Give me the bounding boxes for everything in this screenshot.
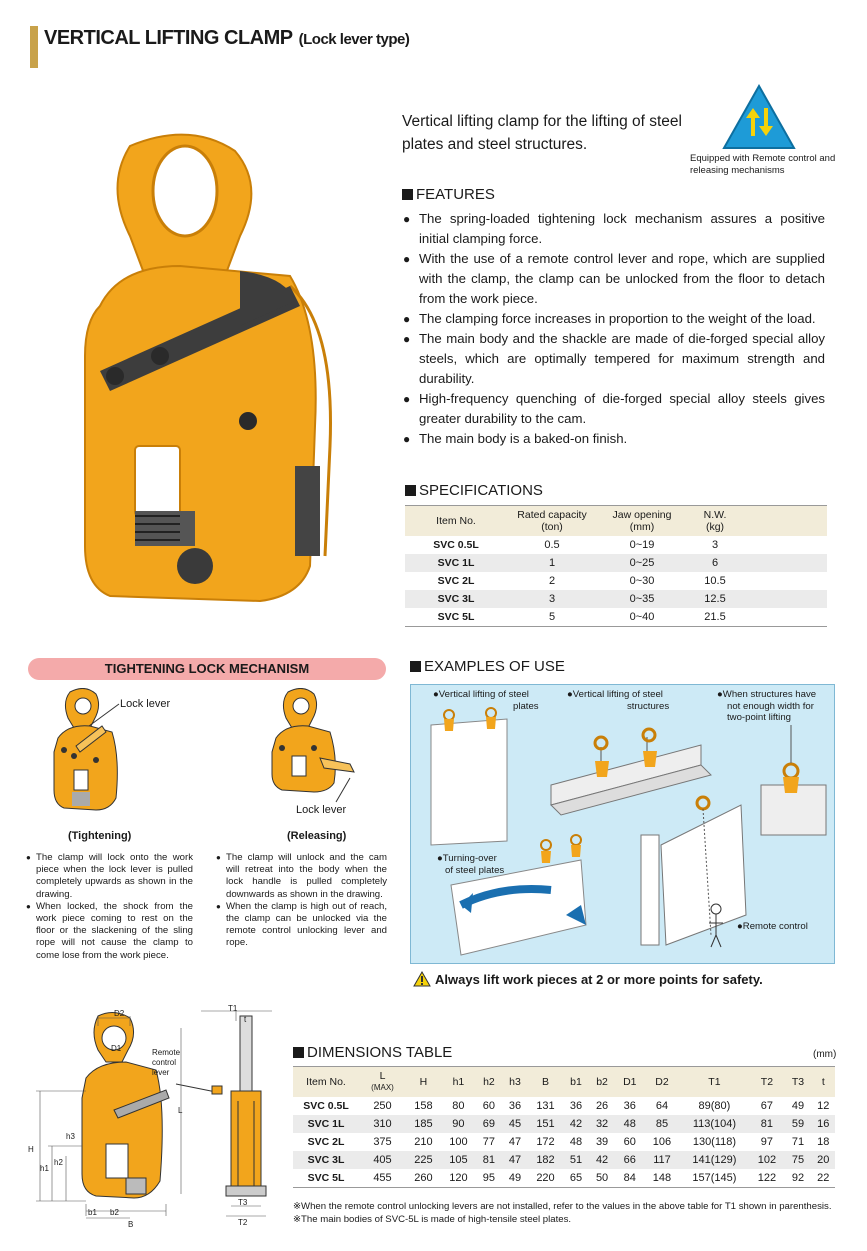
- l-header: L: [379, 1070, 386, 1082]
- cell: 39: [595, 1136, 609, 1148]
- cell: 12: [817, 1100, 830, 1112]
- cell: 64: [655, 1100, 669, 1112]
- col-header: T2: [749, 1067, 784, 1098]
- tightening-caption: (Tightening): [68, 830, 132, 842]
- nw-unit: (kg): [705, 521, 725, 533]
- cell: 102: [749, 1151, 784, 1169]
- table-row: [405, 608, 827, 627]
- label-line: of steel plates: [445, 864, 505, 876]
- cell: 310: [359, 1115, 406, 1133]
- cell: SVC 2L: [307, 1136, 345, 1148]
- cell: 3: [507, 590, 597, 608]
- l-note: (MAX): [371, 1083, 394, 1092]
- cell: [743, 536, 827, 554]
- table-row: [293, 1115, 835, 1133]
- cell: 100: [449, 1136, 468, 1148]
- example-narrow-structures-label: [717, 689, 835, 724]
- cell: 48: [615, 1115, 644, 1133]
- cell: 117: [644, 1151, 679, 1169]
- cell: SVC 2L: [437, 575, 475, 587]
- cell: 89(80): [698, 1100, 731, 1112]
- dimensions-table-body: [293, 1097, 835, 1188]
- col-jaw: [597, 506, 687, 537]
- dim-label-t: t: [244, 1015, 247, 1024]
- cell: 5: [507, 608, 597, 627]
- col-header: D2: [644, 1067, 679, 1098]
- specifications-heading: [405, 482, 543, 499]
- col-header: H: [406, 1067, 441, 1098]
- cell: 49: [791, 1100, 805, 1112]
- label-line: structures: [627, 700, 670, 712]
- feature-item: ● The clamping force increases in proportion to the weight of the load.: [403, 309, 825, 329]
- cell: SVC 0.5L: [303, 1100, 349, 1112]
- cell: 69: [476, 1115, 502, 1133]
- cell: 67: [760, 1100, 774, 1112]
- cell: 130(118): [692, 1136, 737, 1148]
- cell: 42: [563, 1115, 589, 1133]
- col-header: B: [528, 1067, 563, 1098]
- cell: 66: [615, 1151, 644, 1169]
- nw-header: N.W.: [703, 509, 727, 521]
- title-text: VERTICAL LIFTING CLAMP: [44, 27, 293, 49]
- feature-item: ● The spring-loaded tightening lock mechanism assures a positive initial clamping force.: [403, 209, 825, 249]
- note-line: ※When the remote control unlocking levers are not installed, refer to the values in the above table for T1 shown in parenthesis.: [293, 1201, 832, 1212]
- cell: 21.5: [687, 608, 743, 627]
- col-header: T1: [679, 1067, 749, 1098]
- cell: 36: [623, 1100, 636, 1112]
- feature-item: ● The main body is a baked-on finish.: [403, 429, 825, 449]
- cell: 185: [406, 1115, 441, 1133]
- examples-heading-text: EXAMPLES OF USE: [424, 658, 565, 675]
- feature-item: ● High-frequency quenching of die-forged special alloy steels gives greater durability to the cam.: [403, 389, 825, 429]
- cell: SVC 1L: [293, 1115, 359, 1133]
- table-row: [405, 554, 827, 572]
- dim-label-l: L: [178, 1106, 183, 1115]
- features-list: [403, 209, 825, 449]
- cell: 80: [452, 1100, 465, 1112]
- col-header: t: [812, 1067, 835, 1098]
- cell: 220: [528, 1169, 563, 1188]
- lock-lever-pointer: [330, 776, 360, 806]
- table-header-row: [405, 506, 827, 537]
- cell: 45: [502, 1115, 528, 1133]
- cell: 0~35: [597, 590, 687, 608]
- cell: 250: [373, 1100, 392, 1112]
- jaw-header: Jaw opening: [612, 509, 672, 521]
- table-header-row: [293, 1067, 835, 1098]
- cell: 0.5: [544, 539, 560, 551]
- feature-item: ● With the use of a remote control lever and rope, which are supplied with the clamp, the clamp can be unlocked from the floor to detach from the work piece.: [403, 249, 825, 309]
- cell: 71: [791, 1136, 805, 1148]
- dim-label-h2: h2: [54, 1158, 63, 1167]
- dim-label-t1: T1: [228, 1004, 238, 1013]
- heading-square-icon: [293, 1047, 304, 1058]
- cell: 405: [359, 1151, 406, 1169]
- table-row: [405, 590, 827, 608]
- cell: 36: [569, 1100, 583, 1112]
- lock-lever-pointer: [85, 700, 125, 730]
- clamp-product-image: [60, 126, 370, 616]
- dim-label-h: H: [28, 1145, 34, 1154]
- table-row: [293, 1133, 835, 1151]
- releasing-notes: [216, 852, 387, 950]
- col-header: h3: [502, 1067, 528, 1098]
- cell: 182: [528, 1151, 563, 1169]
- cell: 122: [749, 1169, 784, 1188]
- specifications-heading-text: SPECIFICATIONS: [419, 482, 543, 499]
- cell: 81: [749, 1115, 784, 1133]
- features-heading: [402, 186, 495, 203]
- cell: 158: [414, 1100, 433, 1112]
- cell: 113(104): [679, 1115, 749, 1133]
- cell: 157(145): [679, 1169, 749, 1188]
- label-line: ●Vertical lifting of steel: [567, 689, 663, 700]
- dim-label-b2: b2: [110, 1208, 119, 1217]
- cell: 92: [784, 1169, 811, 1188]
- cell: 3: [711, 539, 719, 551]
- cell: 60: [482, 1100, 496, 1112]
- cell: 2: [548, 575, 556, 587]
- dim-label-b1: b1: [88, 1208, 97, 1217]
- cell: 120: [441, 1169, 476, 1188]
- example-turnover-label: [437, 853, 547, 876]
- col-header: Item No.: [293, 1067, 359, 1098]
- dimension-drawing: [26, 1006, 280, 1228]
- cell: 75: [784, 1151, 811, 1169]
- label-line: control: [152, 1058, 177, 1067]
- cell: 12.5: [687, 590, 743, 608]
- cell: [743, 608, 827, 627]
- lock-lever-label: Lock lever: [120, 698, 171, 710]
- safety-text: Always lift work pieces at 2 or more points for safety.: [435, 971, 763, 987]
- col-header: T3: [784, 1067, 811, 1098]
- cell: 32: [589, 1115, 615, 1133]
- cell: 36: [508, 1100, 522, 1112]
- label-line: ●Vertical lifting of steel: [433, 689, 529, 700]
- cell: [743, 590, 827, 608]
- dim-label-t3: T3: [238, 1198, 248, 1207]
- dimensions-table: [293, 1066, 835, 1188]
- cell: 95: [476, 1169, 502, 1188]
- dim-label-h3: h3: [66, 1132, 75, 1141]
- cell: [743, 554, 827, 572]
- cell: 42: [589, 1151, 615, 1169]
- remote-control-badge-icon: [722, 84, 796, 150]
- heading-square-icon: [402, 189, 413, 200]
- intro-text: Vertical lifting clamp for the lifting of steel plates and steel structures.: [402, 113, 682, 153]
- note-item: ● The clamp will unlock and the cam will retreat into the body when the lock handle is pulled completely downwards as shown in the drawing.: [216, 852, 387, 901]
- example-vertical-plates-label: [433, 689, 553, 712]
- col-empty: [743, 506, 827, 537]
- tightening-heading: TIGHTENING LOCK MECHANISM: [28, 658, 386, 680]
- table-row: [293, 1169, 835, 1188]
- cell: 455: [359, 1169, 406, 1188]
- features-heading-text: FEATURES: [416, 186, 495, 203]
- cell: 47: [508, 1136, 522, 1148]
- col-header: h2: [476, 1067, 502, 1098]
- cell: 131: [536, 1100, 555, 1112]
- cell: 48: [569, 1136, 583, 1148]
- capacity-header: Rated capacity: [517, 509, 587, 521]
- label-line: ●Turning-over: [437, 853, 497, 864]
- cell: 60: [623, 1136, 636, 1148]
- col-header: b2: [589, 1067, 615, 1098]
- cell: 47: [502, 1151, 528, 1169]
- cell: 260: [406, 1169, 441, 1188]
- cell: 84: [615, 1169, 644, 1188]
- example-remote-control-label: ●Remote control: [737, 921, 808, 932]
- col-nw: [687, 506, 743, 537]
- cell: 50: [589, 1169, 615, 1188]
- note-item: ● When locked, the shock from the work piece coming to rest on the floor or the slackening of the sling rope will not cause the clamp to come lose from the work piece.: [26, 901, 193, 962]
- table-row: [293, 1097, 835, 1115]
- cell: [743, 572, 827, 590]
- note-item: ● The clamp will lock onto the work piece when the lock lever is pulled completely upwards as shown in the drawing.: [26, 852, 193, 901]
- cell: SVC 1L: [405, 554, 507, 572]
- cell: 0~40: [597, 608, 687, 627]
- warning-icon: [413, 971, 431, 987]
- examples-panel: [410, 684, 835, 964]
- cell: SVC 5L: [293, 1169, 359, 1188]
- cell: 49: [502, 1169, 528, 1188]
- jaw-unit: (mm): [629, 521, 655, 533]
- cell: 90: [441, 1115, 476, 1133]
- lock-lever-label-releasing: Lock lever: [296, 804, 347, 816]
- dimensions-unit: (mm): [813, 1049, 837, 1060]
- remote-control-lever-label: [152, 1048, 180, 1078]
- cell: SVC 3L: [405, 590, 507, 608]
- safety-warning: [413, 971, 763, 987]
- dim-label-d2: D2: [114, 1009, 125, 1018]
- cell: 77: [482, 1136, 496, 1148]
- label-line: not enough width for: [727, 700, 814, 712]
- feature-item: ● The main body and the shackle are made of die-forged special alloy steels, which are optimally tempered for maximum strength and durability.: [403, 329, 825, 389]
- specifications-table: [405, 505, 827, 627]
- example-vertical-structures-label: [567, 689, 687, 712]
- cell: 26: [595, 1100, 609, 1112]
- cell: 106: [652, 1136, 672, 1148]
- cell: 16: [812, 1115, 835, 1133]
- badge-caption: Equipped with Remote control and releasing mechanisms: [690, 153, 836, 176]
- cell: SVC 5L: [405, 608, 507, 627]
- col-header: b1: [563, 1067, 589, 1098]
- table-row: [405, 572, 827, 590]
- col-header: [359, 1067, 406, 1098]
- cell: 148: [644, 1169, 679, 1188]
- dim-label-h1: h1: [40, 1164, 49, 1173]
- note-line: ※The main bodies of SVC-5L is made of high-tensile steel plates.: [293, 1214, 572, 1225]
- dimensions-heading-text: DIMENSIONS TABLE: [307, 1044, 453, 1061]
- table-row: [405, 536, 827, 554]
- cell: 225: [406, 1151, 441, 1169]
- cell: 20: [812, 1151, 835, 1169]
- cell: 10.5: [704, 575, 726, 587]
- cell: 22: [812, 1169, 835, 1188]
- col-capacity: [507, 506, 597, 537]
- cell: 81: [476, 1151, 502, 1169]
- tightening-notes: [26, 852, 193, 962]
- cell: 97: [760, 1136, 774, 1148]
- cell: 85: [644, 1115, 679, 1133]
- label-line: plates: [513, 700, 539, 712]
- heading-square-icon: [405, 485, 416, 496]
- table-row: [293, 1151, 835, 1169]
- col-item: Item No.: [405, 506, 507, 537]
- label-line: lever: [152, 1068, 170, 1077]
- cell: 59: [784, 1115, 811, 1133]
- cell: 105: [441, 1151, 476, 1169]
- dimensions-heading: [293, 1044, 452, 1061]
- heading-square-icon: [410, 661, 421, 672]
- cell: 65: [563, 1169, 589, 1188]
- cell: 151: [528, 1115, 563, 1133]
- note-item: ● When the clamp is high out of reach, the clamp can be unlocked via the remote control unlocking lever and rope.: [216, 901, 387, 950]
- dim-label-t2: T2: [238, 1218, 248, 1227]
- title-subtitle: (Lock lever type): [298, 31, 410, 48]
- cell: 375: [373, 1136, 392, 1148]
- page-title: [44, 27, 409, 50]
- col-header: D1: [615, 1067, 644, 1098]
- dim-label-d1: D1: [111, 1044, 122, 1053]
- cell: SVC 0.5L: [433, 539, 479, 551]
- dim-label-b: B: [128, 1220, 134, 1229]
- dimensions-notes: [293, 1200, 853, 1226]
- cell: 0~25: [597, 554, 687, 572]
- cell: 6: [687, 554, 743, 572]
- cell: 0~19: [629, 539, 655, 551]
- label-line: two-point lifting: [727, 712, 791, 723]
- cell: 1: [507, 554, 597, 572]
- label-line: Remote: [152, 1048, 181, 1057]
- label-line: ●When structures have: [717, 689, 817, 700]
- cell: 141(129): [679, 1151, 749, 1169]
- cell: 0~30: [629, 575, 655, 587]
- col-header: h1: [441, 1067, 476, 1098]
- cell: 51: [563, 1151, 589, 1169]
- releasing-caption: (Releasing): [287, 830, 347, 842]
- cell: 18: [817, 1136, 830, 1148]
- title-accent-bar: [30, 26, 38, 68]
- cell: SVC 3L: [293, 1151, 359, 1169]
- cell: 210: [414, 1136, 433, 1148]
- cell: 172: [536, 1136, 555, 1148]
- examples-heading: [410, 658, 565, 675]
- capacity-unit: (ton): [541, 521, 563, 533]
